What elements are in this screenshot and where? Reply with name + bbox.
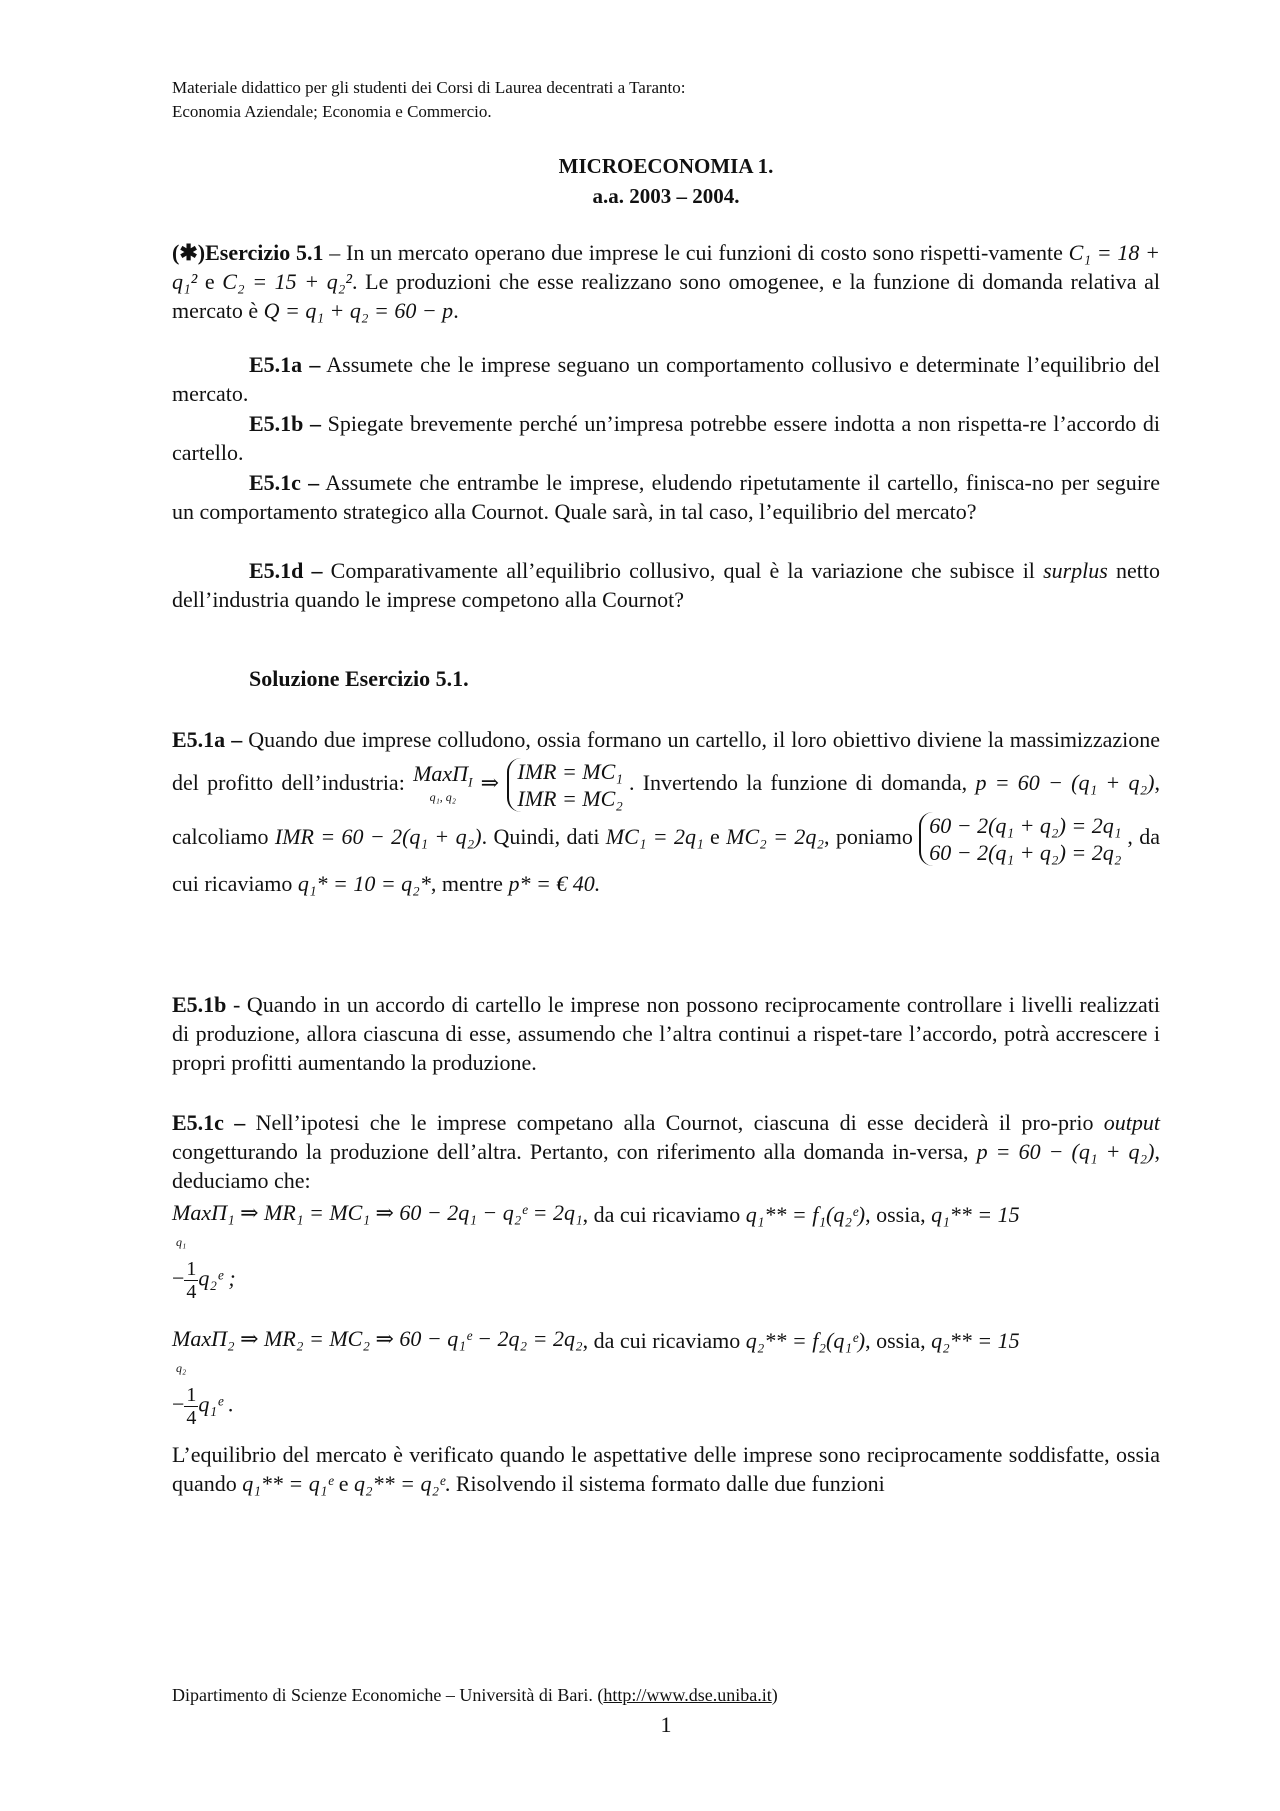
reaction-result-2: q₂** = 15	[931, 1328, 1020, 1353]
one-quarter-fraction	[184, 1258, 198, 1303]
exercise-intro	[172, 238, 1160, 325]
demand-function: Q = q₁ + q₂ = 60 − p	[263, 298, 454, 323]
question-label: E5.1a –	[249, 352, 321, 377]
expectation-condition-2: q₂** = q₂ᵉ	[353, 1471, 445, 1496]
solution-label: E5.1a –	[172, 727, 243, 752]
firm2-equation: MaxΠ₂ ⇒ MR₂ = MC₂ ⇒ 60 − q₁ᵉ − 2q₂ = 2q₂	[172, 1326, 583, 1351]
solution-text: . Risolvendo il sistema formato dalle due funzioni	[444, 1471, 885, 1496]
max-subscript: I	[468, 773, 473, 789]
fraction-denominator: 4	[186, 1407, 197, 1429]
document-header	[172, 76, 686, 124]
cournot-firm-2-fraction	[172, 1384, 1160, 1429]
question-text: Comparativamente all’equilibrio collusivo, qual è la variazione che subisce il	[322, 558, 1044, 583]
conj: e	[197, 269, 223, 294]
solution-text: , calcoliamo	[172, 770, 1160, 850]
solution-text: . Quindi, dati	[481, 824, 606, 850]
footer-close: )	[771, 1685, 778, 1705]
question-label: E5.1d –	[249, 558, 323, 583]
star-mark: (✱)	[172, 240, 206, 265]
one-quarter-fraction	[184, 1384, 198, 1429]
solution-c	[172, 1108, 1160, 1195]
cournot-firm-2	[172, 1326, 1160, 1381]
solution-text: - Quando in un accordo di cartello le imprese non possono reciprocamente controllare i livelli realizzati di produzione, allora ciascuna di esse, assumendo che l’altra continui a rispet-tare l’accordo, potrà accrescere i propri profitti aumentando la produzione.	[172, 992, 1160, 1075]
question-text: Assumete che le imprese seguano un comportamento collusivo e determinate l’equilibrio del mercato.	[172, 352, 1160, 406]
solution-a	[172, 722, 1160, 902]
question-d	[172, 556, 1160, 614]
solution-text: , mentre	[430, 871, 509, 896]
solution-text: , da cui ricaviamo	[582, 1202, 746, 1227]
equilibrium-paragraph	[172, 1440, 1160, 1498]
question-label: E5.1b –	[249, 411, 322, 436]
solution-b	[172, 990, 1160, 1077]
collusive-quantity: q₁* = 10 = q₂*	[297, 871, 431, 896]
question-c	[172, 468, 1160, 526]
inverse-demand: p = 60 − (q₁ + q₂)	[976, 1139, 1155, 1164]
solution-label: E5.1c –	[172, 1110, 246, 1135]
academic-year: a.a. 2003 – 2004.	[592, 184, 740, 208]
solution-text: Quando due imprese colludono, ossia formano un cartello, il loro obiettivo diviene la massimizzazione del profitto dell’industria:	[172, 727, 1160, 796]
firm1-equation: MaxΠ₁ ⇒ MR₁ = MC₁ ⇒ 60 − 2q₁ − q₂ᵉ = 2q₁	[172, 1200, 583, 1225]
equilibrium-system	[919, 812, 1127, 866]
exercise-label: Esercizio 5.1	[205, 240, 324, 265]
reaction-function-1: q₁** = f₁(q₂ᵉ)	[745, 1202, 866, 1227]
question-text: netto dell’industria quando le imprese competono alla Cournot?	[172, 558, 1160, 612]
solution-text: , ossia,	[865, 1202, 932, 1227]
imr-formula: IMR = 60 − 2(q₁ + q₂)	[274, 824, 482, 850]
expectation-condition-1: q₁** = q₁ᵉ	[242, 1471, 334, 1496]
footer	[172, 1685, 778, 1706]
minus-sign: −	[172, 1265, 185, 1291]
system-eq-2: IMR = MC₂	[517, 786, 623, 811]
firm1-maximization	[172, 1200, 583, 1255]
collusion-system	[507, 758, 629, 812]
system-eq-1: IMR = MC₁	[517, 759, 623, 784]
solution-text: , ossia,	[865, 1328, 932, 1353]
question-a	[172, 350, 1160, 408]
firm2-maximization	[172, 1326, 583, 1381]
solution-text: , poniamo	[824, 824, 920, 850]
system-eq-3: 60 − 2(q₁ + q₂) = 2q₁	[929, 813, 1122, 838]
reaction-function-2: q₂** = f₂(q₁ᵉ)	[745, 1328, 866, 1353]
question-text: Spiegate brevemente perché un’impresa potrebbe essere indotta a non rispetta-re l’accordo di cartello.	[172, 411, 1160, 465]
cost-function-2: C₂ = 15 + q₂²	[222, 269, 353, 294]
implies-arrow: ⇒	[472, 770, 508, 796]
expectation-term-1: q₁ᵉ .	[198, 1391, 234, 1417]
solution-text: e	[703, 824, 727, 850]
department-link[interactable]: http://www.dse.uniba.it	[603, 1685, 772, 1705]
max-operator: MaxΠ	[413, 760, 469, 786]
exercise-text: .	[453, 298, 459, 323]
question-label: E5.1c –	[249, 470, 320, 495]
minus-sign: −	[172, 1391, 185, 1417]
solution-text: , da cui ricaviamo	[582, 1328, 746, 1353]
system-eq-4: 60 − 2(q₁ + q₂) = 2q₂	[929, 840, 1122, 865]
solution-title: Soluzione Esercizio 5.1.	[249, 666, 469, 691]
firm2-variable: q₂	[176, 1361, 187, 1375]
cournot-firm-1-fraction	[172, 1258, 1160, 1303]
expectation-term-2: q₂ᵉ ;	[198, 1265, 236, 1291]
mc1-formula: MC₁ = 2q₁	[605, 824, 704, 850]
fraction-denominator: 4	[186, 1281, 197, 1303]
page-number: 1	[660, 1712, 672, 1737]
solution-text: , da cui ricaviamo	[172, 824, 1161, 896]
solution-text: L’equilibrio del mercato è verificato quando le aspettative delle imprese sono reciprocamente soddisfatte, ossia quando	[172, 1442, 1160, 1496]
solution-text: . Invertendo la funzione di domanda,	[628, 770, 976, 796]
fraction-numerator: 1	[186, 1258, 197, 1280]
header-line-1: Materiale didattico per gli studenti dei Corsi di Laurea decentrati a Taranto:	[172, 78, 686, 97]
max-profit-industry	[413, 760, 473, 807]
inverse-demand: p = 60 − (q₁ + q₂)	[975, 770, 1155, 796]
footer-text: Dipartimento di Scienze Economiche – Università di Bari. (	[172, 1685, 604, 1705]
solution-text: congetturando la produzione dell’altra. Pertanto, con riferimento alla domanda in-versa,	[172, 1139, 977, 1164]
exercise-text: – In un mercato operano due imprese le cui funzioni di costo sono rispetti-vamente	[323, 240, 1069, 265]
output-term: output	[1103, 1110, 1160, 1135]
solution-label: E5.1b	[172, 992, 227, 1017]
course-title: MICROECONOMIA 1.	[558, 154, 774, 178]
firm1-variable: q₁	[176, 1235, 187, 1249]
header-line-2: Economia Aziendale; Economia e Commercio.	[172, 102, 492, 121]
conj: e	[333, 1471, 354, 1496]
fraction-numerator: 1	[186, 1384, 197, 1406]
collusive-price: p* = € 40.	[508, 871, 601, 896]
question-text: Assumete che entrambe le imprese, eludendo ripetutamente il cartello, finisca-no per seguire un comportamento strategico alla Cournot. Quale sarà, in tal caso, l’equilibrio del mercato?	[172, 470, 1160, 524]
exercise-text: . Le produzioni che esse realizzano sono omogenee, e la funzione di domanda relativa al mercato è	[172, 269, 1160, 323]
solution-text: Nell’ipotesi che le imprese competano alla Cournot, ciascuna di esse deciderà il pro-prio	[245, 1110, 1104, 1135]
cost-function-1: C₁ = 18 + q₁²	[172, 240, 1161, 294]
reaction-result-1: q₁** = 15	[931, 1202, 1020, 1227]
max-variables: q₁, q₂	[429, 789, 456, 804]
mc2-formula: MC₂ = 2q₂	[726, 824, 825, 850]
cournot-firm-1	[172, 1200, 1160, 1255]
question-b	[172, 409, 1160, 467]
surplus-term: surplus	[1043, 558, 1108, 583]
solution-text: , deduciamo che:	[172, 1139, 1160, 1193]
